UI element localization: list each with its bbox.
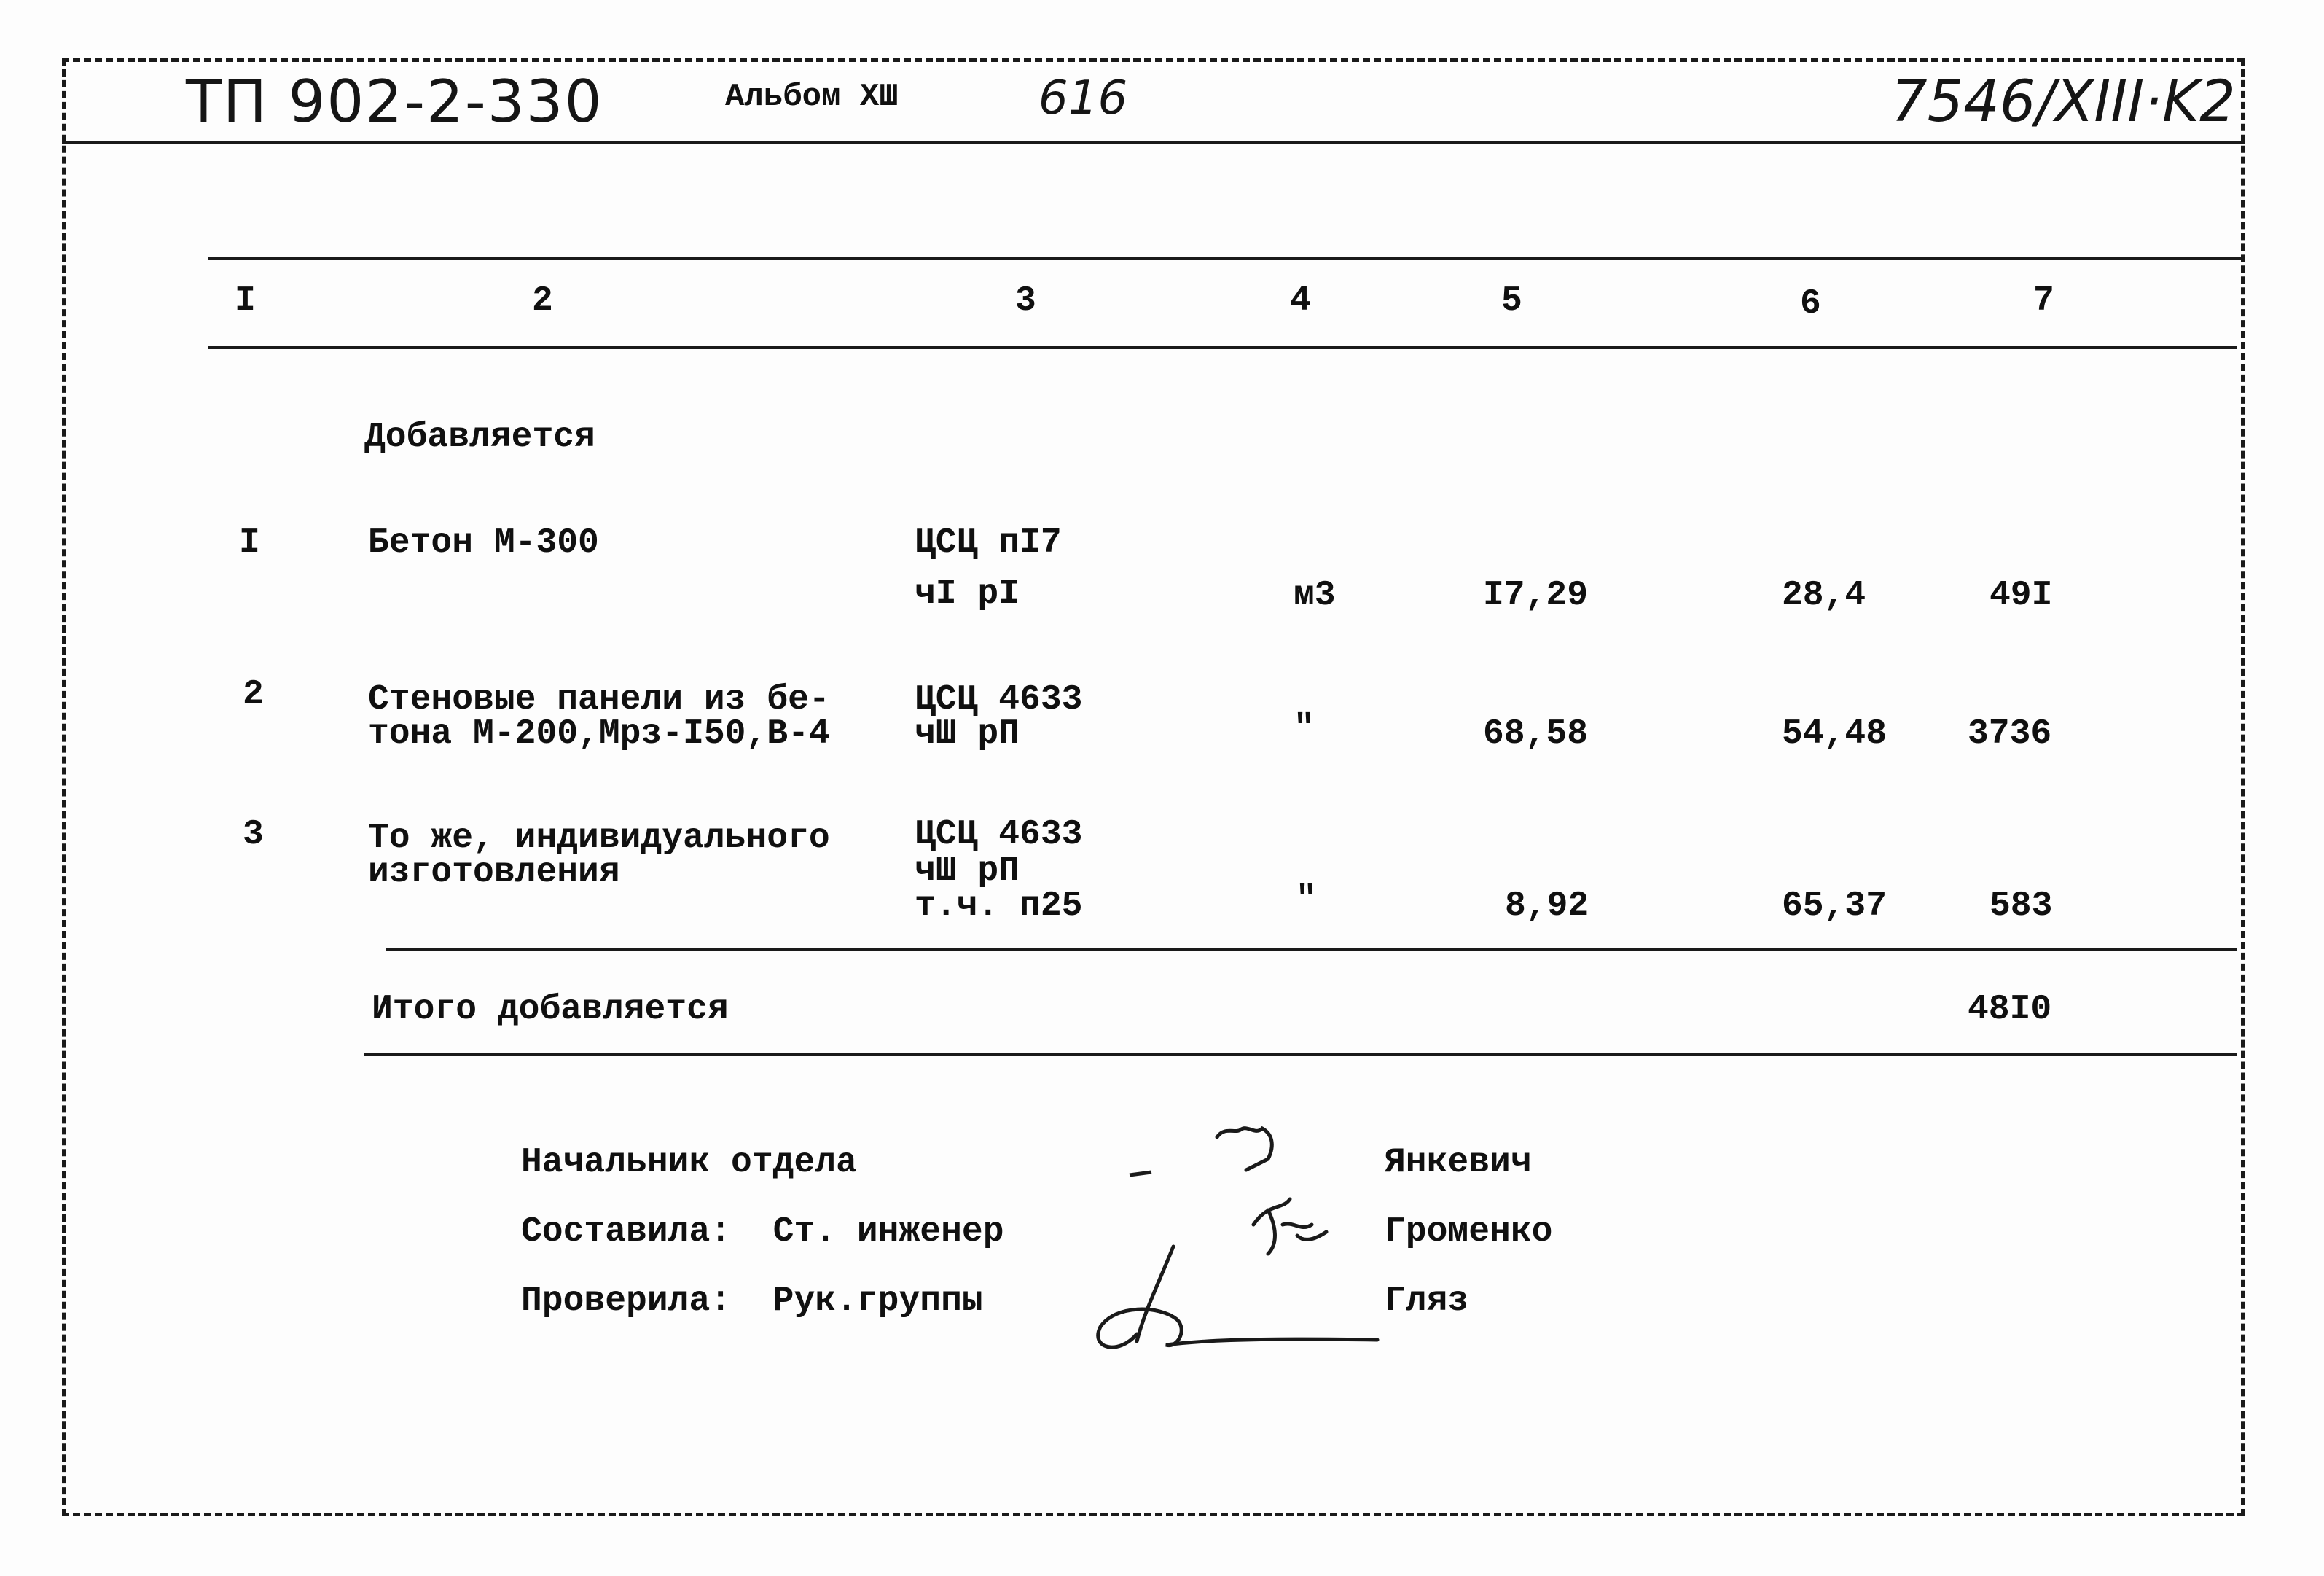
price-reference: чШ рП: [915, 714, 1020, 754]
project-code: ТП 902-2-330: [186, 68, 603, 136]
table-top-rule: [208, 257, 2245, 260]
price-reference: ЦСЦ 4633: [915, 815, 1083, 854]
unit: м3: [1294, 576, 1336, 615]
row-number: 3: [243, 815, 264, 854]
quantity: I7,29: [1483, 576, 1589, 615]
unit-price: 54,48: [1782, 714, 1887, 754]
unit-price: 65,37: [1782, 886, 1887, 926]
signer-role: Составила: Ст. инженер: [521, 1212, 1004, 1252]
unit: ": [1294, 709, 1315, 749]
subtotal-top-rule: [386, 948, 2237, 951]
quantity: 68,58: [1483, 714, 1589, 754]
price-reference: ЦСЦ пI7: [915, 523, 1062, 563]
table-header-rule: [208, 346, 2237, 349]
price-reference: чШ рП: [915, 851, 1020, 891]
signer-name: Громенко: [1385, 1212, 1553, 1252]
price-reference: т.ч. п25: [915, 886, 1083, 926]
row-total: 49I: [1990, 576, 2053, 615]
section-title: Добавляется: [364, 418, 595, 457]
subtotal-label: Итого добавляется: [372, 990, 729, 1029]
price-reference: чI рI: [915, 574, 1020, 614]
inventory-code: 7546/XIII·K2: [1891, 69, 2236, 135]
quantity: 8,92: [1505, 886, 1589, 926]
column-number-4: 4: [1290, 281, 1311, 321]
item-name: изготовления: [368, 853, 620, 892]
row-number: 2: [243, 675, 264, 714]
price-reference: ЦСЦ 4633: [915, 680, 1083, 719]
header-divider: [62, 141, 2245, 144]
signer-name: Гляз: [1385, 1282, 1469, 1321]
row-total: 3736: [1968, 714, 2052, 754]
sheet-number: 616: [1038, 71, 1128, 125]
handwritten-signatures: [1049, 1115, 1385, 1363]
subtotal-value: 48I0: [1968, 990, 2052, 1029]
item-name: Бетон М-300: [368, 523, 599, 563]
column-number-2: 2: [532, 281, 553, 321]
column-number-5: 5: [1501, 281, 1522, 321]
unit-price: 28,4: [1782, 576, 1866, 615]
album-label: Альбом XШ: [725, 79, 899, 115]
row-number: I: [239, 523, 260, 563]
subtotal-bottom-rule: [364, 1053, 2237, 1056]
unit: ": [1296, 881, 1317, 920]
column-number-3: 3: [1015, 281, 1036, 321]
column-number-1: I: [235, 281, 256, 321]
item-name: Стеновые панели из бе-: [368, 680, 830, 719]
item-name: тона М-200,Мрз-I50,В-4: [368, 714, 830, 754]
signer-name: Янкевич: [1385, 1143, 1532, 1182]
column-number-7: 7: [2033, 281, 2054, 321]
row-total: 583: [1990, 886, 2053, 926]
item-name: То же, индивидуального: [368, 819, 830, 858]
column-number-6: 6: [1800, 284, 1821, 324]
signer-role: Проверила: Рук.группы: [521, 1282, 983, 1321]
signer-role: Начальник отдела: [521, 1143, 857, 1182]
